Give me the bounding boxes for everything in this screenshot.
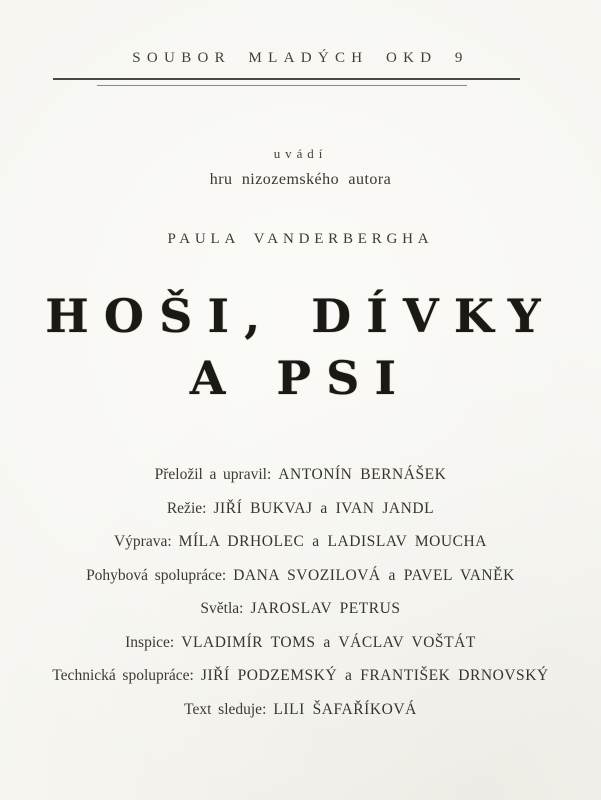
credit-names: ANTONÍN BERNÁŠEK xyxy=(278,466,447,483)
credit-names: VLADIMÍR TOMS a VÁCLAV VOŠTÁT xyxy=(181,633,476,651)
header-rule-bottom xyxy=(97,85,467,86)
header-rule-top xyxy=(53,78,520,80)
credit-role: Výprava: xyxy=(113,533,172,550)
credit-names: JIŘÍ BUKVAJ a IVAN JANDL xyxy=(213,499,435,517)
credit-row-translation xyxy=(0,458,601,492)
credit-role: Světla: xyxy=(200,600,244,617)
credit-role: Režie: xyxy=(166,499,207,517)
credit-role: Pohybová spolupráce: xyxy=(86,566,227,584)
credit-row-direction xyxy=(0,492,601,526)
credit-row-stage-management xyxy=(0,626,601,660)
author-name: PAULA VANDERBERGHA xyxy=(167,231,434,247)
credit-names: MÍLA DRHOLEC a LADISLAV MOUCHA xyxy=(178,533,488,550)
play-title-line-2: A PSI xyxy=(189,351,412,405)
credit-role: Přeložil a upravil: xyxy=(154,466,272,483)
presents-line: uvádí xyxy=(273,146,328,161)
credit-role: Text sleduje: xyxy=(184,700,267,718)
credit-row-lighting xyxy=(0,592,601,626)
credit-role: Technická spolupráce: xyxy=(52,667,194,684)
credit-row-script-follow xyxy=(0,693,601,727)
credit-names: DANA SVOZILOVÁ a PAVEL VANĚK xyxy=(233,566,515,584)
credit-row-set-design xyxy=(0,525,601,559)
play-title-line-1: HOŠI, DÍVKY xyxy=(45,289,556,343)
credit-role: Inspice: xyxy=(125,633,175,651)
credit-names: LILI ŠAFAŘÍKOVÁ xyxy=(273,700,417,718)
credit-names: JIŘÍ PODZEMSKÝ a FRANTIŠEK DRNOVSKÝ xyxy=(200,667,549,684)
ensemble-name: SOUBOR MLADÝCH OKD 9 xyxy=(132,50,469,66)
author-intro-line: hru nizozemského autora xyxy=(209,171,392,188)
credit-names: JAROSLAV PETRUS xyxy=(250,600,401,617)
credit-row-movement xyxy=(0,559,601,593)
credit-row-technical xyxy=(0,659,601,693)
credits-list xyxy=(0,458,601,726)
